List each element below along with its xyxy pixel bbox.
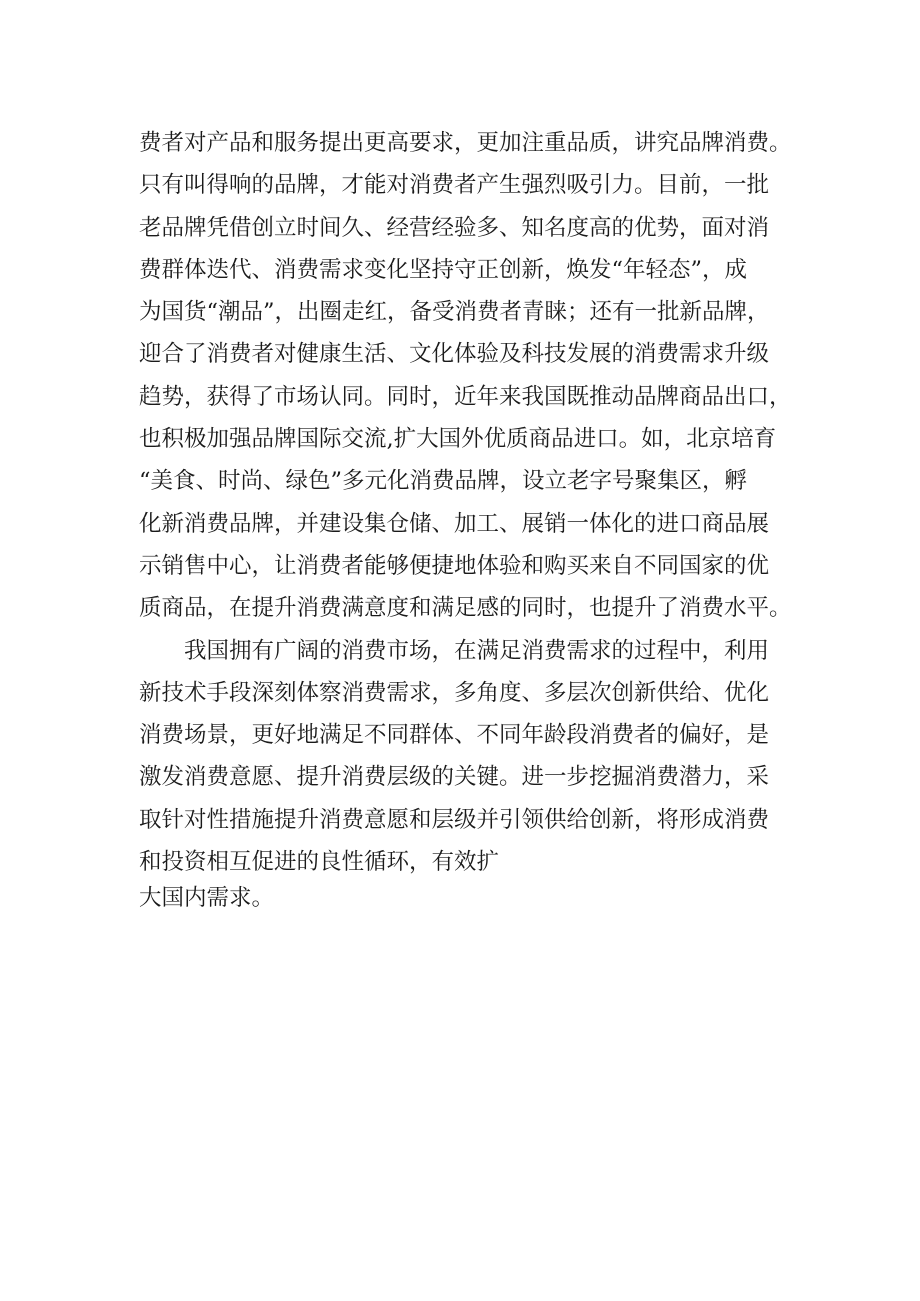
text-line: 化新消费品牌，并建设集仓储、加工、展销一体化的进口商品展 [139, 510, 770, 537]
text-line: 激发消费意愿、提升消费层级的关键。进一步挖掘消费潜力，采 [139, 764, 770, 791]
body-text [139, 122, 819, 913]
text-line: 也积极加强品牌国际交流,扩大国外优质商品进口。如，北京培育 [139, 426, 777, 453]
text-line: 新技术手段深刻体察消费需求，多角度、多层次创新供给、优化 [139, 679, 770, 706]
text-line-indented: 我国拥有广阔的消费市场，在满足消费需求的过程中，利用 [184, 637, 770, 664]
text-line: 和投资相互促进的良性循环，有效扩 [139, 849, 500, 876]
text-line: 老品牌凭借创立时间久、经营经验多、知名度高的优势，面对消 [139, 214, 770, 241]
text-line: 只有叫得响的品牌，才能对消费者产生强烈吸引力。目前，一批 [139, 172, 770, 199]
text-line: 消费场景，更好地满足不同群体、不同年龄段消费者的偏好，是 [139, 722, 770, 749]
text-line: 大国内需求。 [139, 885, 275, 912]
text-line: 迎合了消费者对健康生活、文化体验及科技发展的消费需求升级 [139, 341, 770, 368]
text-line: 趋势，获得了市场认同。同时，近年来我国既推动品牌商品出口， [139, 383, 792, 410]
text-line: 费群体迭代、消费需求变化坚持守正创新，焕发“年轻态”，成 [139, 256, 748, 283]
paragraph-2 [139, 630, 819, 914]
text-line: 费者对产品和服务提出更高要求，更加注重品质，讲究品牌消费。 [139, 130, 792, 156]
paragraph-1 [139, 122, 819, 630]
text-line: “美食、时尚、绿色”多元化消费品牌，设立老字号聚集区，孵 [139, 468, 748, 495]
text-line: 示销售中心，让消费者能够便捷地体验和购买来自不同国家的优 [139, 552, 770, 579]
text-line: 取针对性措施提升消费意愿和层级并引领供给创新，将形成消费 [139, 806, 770, 833]
text-line: 为国货“潮品”，出圈走红，备受消费者青睐；还有一批新品牌， [139, 299, 770, 326]
text-line: 质商品，在提升消费满意度和满足感的同时，也提升了消费水平。 [139, 595, 792, 622]
